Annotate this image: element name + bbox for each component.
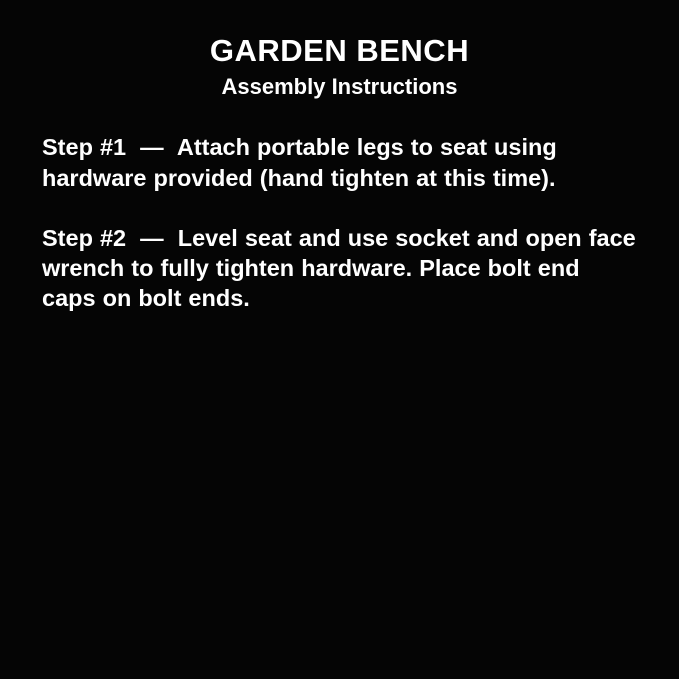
step-label: Step #1: [42, 134, 127, 161]
document-header: [0, 0, 679, 100]
step-text: Level seat and use socket and open face wrench to fully tighten hardware. Place bolt end caps on bolt ends.: [42, 224, 636, 311]
step-item: [42, 132, 637, 192]
page-title: GARDEN BENCH: [209, 33, 470, 68]
step-label: Step #2: [42, 224, 127, 251]
step-separator: —: [126, 134, 177, 161]
page-subtitle: Assembly Instructions: [221, 74, 458, 100]
step-separator: —: [126, 224, 178, 251]
steps-list: [0, 132, 679, 312]
step-item: [42, 223, 637, 313]
step-text: Attach portable legs to seat using hardware provided (hand tighten at this time).: [42, 134, 557, 191]
